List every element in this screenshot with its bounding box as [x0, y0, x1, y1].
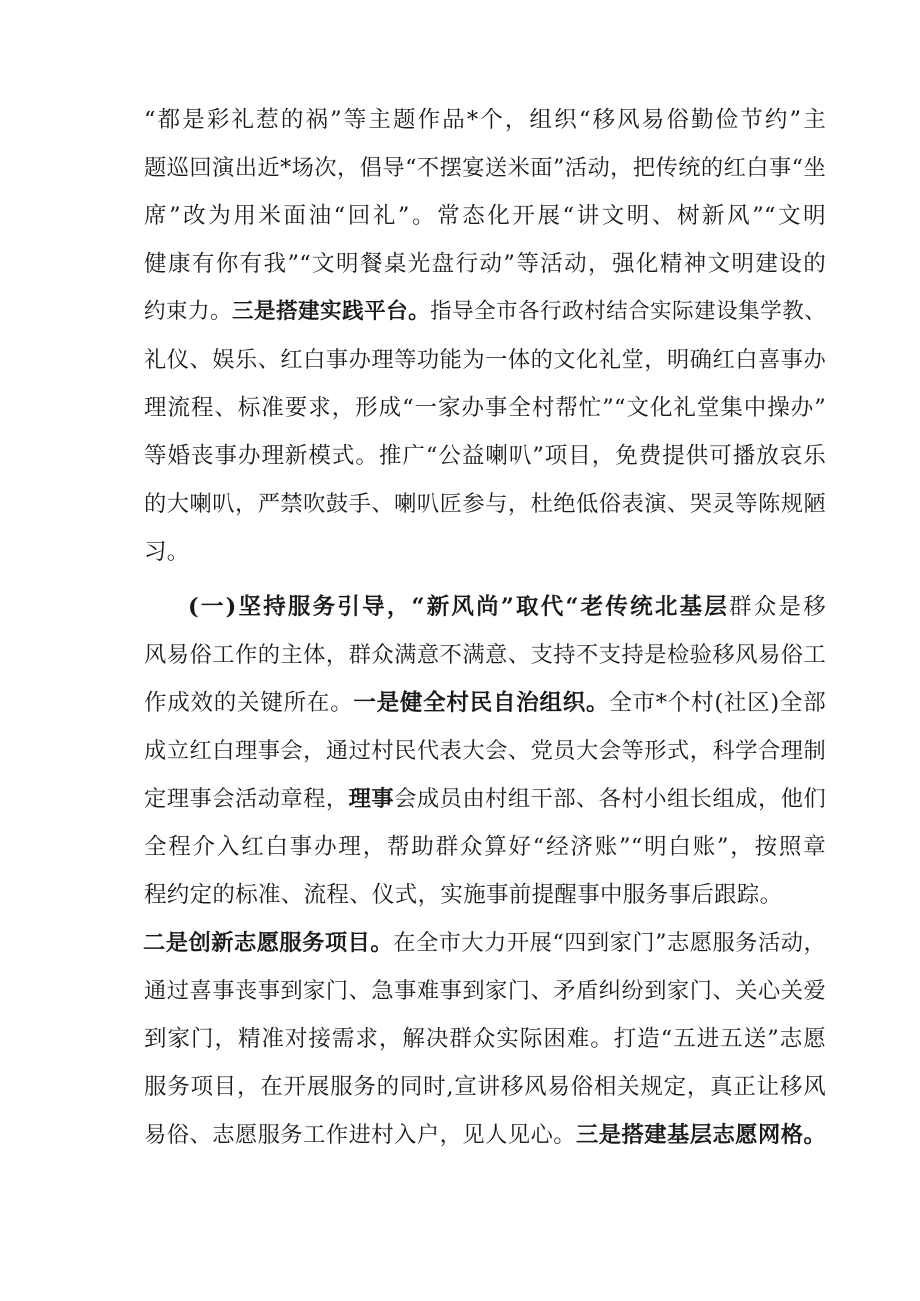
document-body-text — [144, 96, 826, 1159]
body-text: 风易俗工作的主体，群众满意不满意、支持不支持是检验移风易俗工 — [144, 642, 826, 668]
text-line — [144, 679, 826, 727]
text-line — [144, 967, 826, 1015]
text-line — [144, 480, 826, 528]
body-text: 习。 — [144, 539, 190, 565]
body-text: 指导全市各行政村结合实际建设集学教、 — [430, 299, 827, 324]
body-text: 作成效的关键所在。 — [144, 690, 354, 716]
text-line — [144, 384, 826, 432]
body-text: 健康有你有我”“文明餐桌光盘行动”等活动，强化精神文明建设的 — [144, 251, 826, 277]
bold-heading-text: 三是搭建基层志愿网格。 — [576, 1122, 826, 1148]
text-line — [144, 1111, 826, 1159]
body-text: 全市*个村(社区)全部 — [609, 690, 826, 716]
text-line — [144, 96, 826, 144]
body-text: 题巡回演出近*场次，倡导“不摆宴送米面”活动，把传统的红白事“坐 — [144, 155, 826, 181]
body-text: 理流程、标准要求，形成“一家办事全村帮忙”“文化礼堂集中操办” — [144, 395, 826, 421]
text-line — [144, 336, 826, 384]
body-text: 全程介入红白事办理，帮助群众算好“经济账”“明白账”，按照章 — [144, 834, 826, 860]
text-line — [144, 727, 826, 775]
text-line — [144, 528, 826, 576]
text-line — [144, 631, 826, 679]
body-text: 席”改为用米面油“回礼”。常态化开展“讲文明、树新风”“文明 — [144, 203, 826, 229]
text-line — [144, 775, 826, 823]
body-text: 群众是移 — [729, 594, 826, 620]
body-text: 通过喜事丧事到家门、急事难事到家门、矛盾纠纷到家门、关心关爱 — [144, 978, 826, 1004]
body-text: 程约定的标准、流程、仪式，实施事前提醒事中服务事后跟踪。 — [144, 882, 783, 908]
text-line — [144, 823, 826, 871]
body-text: 会成员由村组干部、各村小组长组成，他们 — [394, 786, 826, 812]
text-line — [144, 144, 826, 192]
paragraph-gap — [144, 576, 826, 583]
body-text: 到家门，精准对接需求，解决群众实际困难。打造“五进五送”志愿 — [144, 1026, 826, 1052]
body-text: 礼仪、娱乐、红白事办理等功能为一体的文化礼堂，明确红白喜事办 — [144, 347, 826, 373]
body-text: 等婚丧事办理新模式。推广“公益喇叭”项目，免费提供可播放哀乐 — [144, 443, 826, 469]
text-line — [144, 288, 826, 336]
body-text: 定理事会活动章程， — [144, 786, 349, 812]
text-line — [144, 1015, 826, 1063]
body-text: “都是彩礼惹的祸”等主题作品*个，组织“移风易俗勤俭节约”主 — [144, 107, 826, 133]
text-line — [144, 871, 826, 919]
bold-heading-text: 一是健全村民自治组织。 — [353, 690, 610, 716]
body-text: 易俗、志愿服务工作进村入户，见人见心。 — [144, 1122, 577, 1148]
text-line — [144, 583, 826, 631]
bold-heading-text: (一)坚持服务引导，“新风尚”取代“老传统北基层 — [188, 594, 730, 620]
text-line — [144, 240, 826, 288]
bold-heading-text: 二是创新志愿服务项目。 — [143, 930, 394, 956]
text-line — [144, 1063, 826, 1111]
text-line — [144, 192, 826, 240]
bold-heading-text: 三是搭建实践平台。 — [232, 299, 431, 324]
body-text: 在全市大力开展“四到家门”志愿服务活动， — [393, 930, 826, 956]
body-text: 成立红白理事会，通过村民代表大会、党员大会等形式，科学合理制 — [144, 738, 826, 764]
text-line — [143, 919, 826, 967]
bold-heading-text: 理事 — [348, 786, 395, 812]
body-text: 的大喇叭，严禁吹鼓手、喇叭匠参与，杜绝低俗表演、哭灵等陈规陋 — [144, 491, 826, 517]
body-text: 约束力。 — [144, 299, 233, 324]
body-text: 服务项目，在开展服务的同时,宣讲移风易俗相关规定，真正让移风 — [144, 1074, 826, 1100]
text-line — [144, 432, 826, 480]
